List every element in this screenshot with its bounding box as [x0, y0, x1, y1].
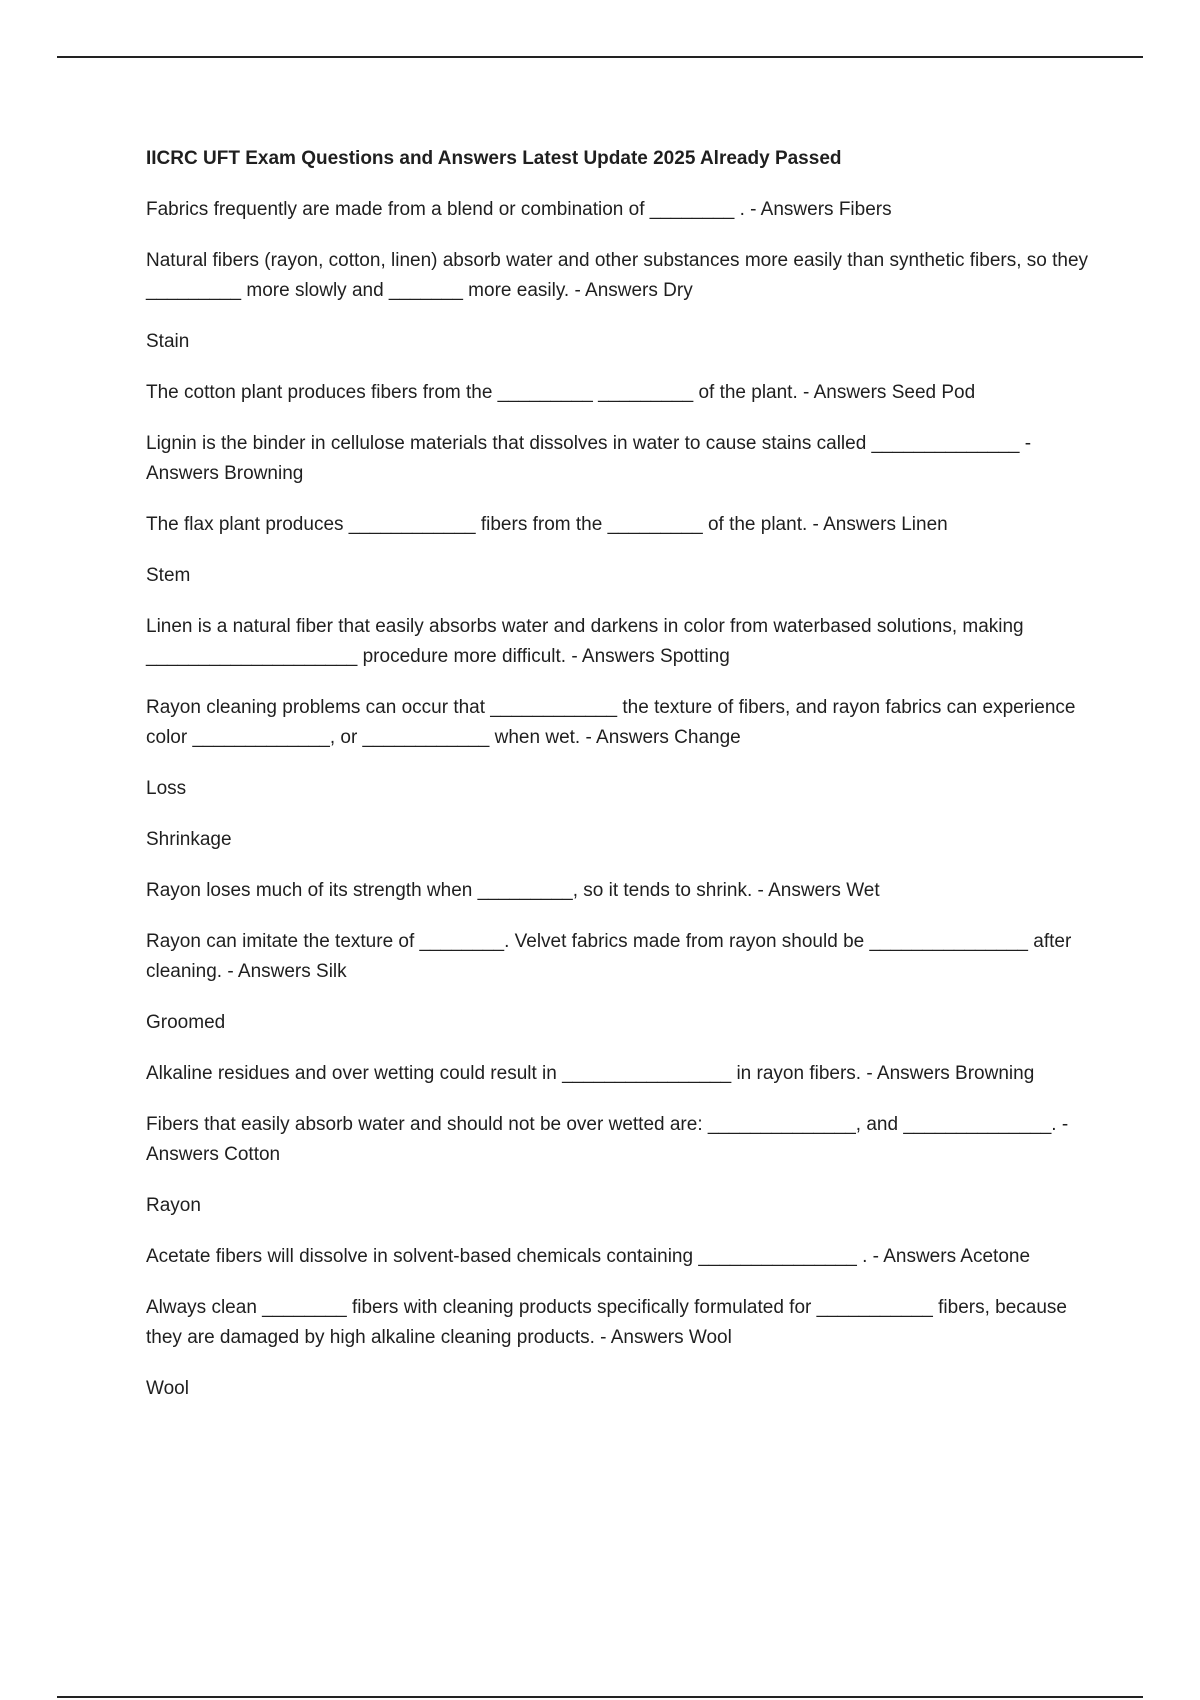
- answer-line: Stem: [146, 565, 191, 586]
- qa-item: Always clean ________ fibers with cleaning products specifically formulated for ___________ fibers, because they are damaged by high alkaline cleaning products. - Answers Wool: [146, 1297, 1067, 1348]
- qa-item: Fabrics frequently are made from a blend or combination of ________ . - Answers Fibers: [146, 199, 892, 220]
- document-body: [146, 144, 1094, 1425]
- qa-item: Linen is a natural fiber that easily absorbs water and darkens in color from waterbased solutions, making ____________________ procedure more difficult. - Answers Spotting: [146, 616, 1024, 667]
- answer-line: Loss: [146, 778, 187, 799]
- qa-item: The cotton plant produces fibers from the _________ _________ of the plant. - Answers Seed Pod: [146, 382, 976, 403]
- qa-item: Rayon cleaning problems can occur that ____________ the texture of fibers, and rayon fabrics can experience color _____________, or ____________ when wet. - Answers Change: [146, 697, 1076, 748]
- answer-line: Wool: [146, 1378, 189, 1399]
- qa-item: Acetate fibers will dissolve in solvent-based chemicals containing _______________ . - Answers Acetone: [146, 1246, 1031, 1267]
- answer-line: Groomed: [146, 1012, 226, 1033]
- footer-rule: [57, 1696, 1143, 1698]
- answer-line: Rayon: [146, 1195, 201, 1216]
- answer-line: Shrinkage: [146, 829, 232, 850]
- answer-line: Stain: [146, 331, 190, 352]
- qa-item: Rayon can imitate the texture of ________. Velvet fabrics made from rayon should be _______________ after cleaning. - Answers Silk: [146, 931, 1072, 982]
- document-title: IICRC UFT Exam Questions and Answers Latest Update 2025 Already Passed: [146, 148, 842, 169]
- qa-item: Rayon loses much of its strength when _________, so it tends to shrink. - Answers Wet: [146, 880, 880, 901]
- qa-item: Fibers that easily absorb water and should not be over wetted are: ______________, and ______________. - Answers Cotton: [146, 1114, 1069, 1165]
- qa-item: Lignin is the binder in cellulose materials that dissolves in water to cause stains called ______________ - Answers Browning: [146, 433, 1032, 484]
- qa-item: Alkaline residues and over wetting could result in ________________ in rayon fibers. - Answers Browning: [146, 1063, 1035, 1084]
- qa-item: The flax plant produces ____________ fibers from the _________ of the plant. - Answers Linen: [146, 514, 948, 535]
- qa-item: Natural fibers (rayon, cotton, linen) absorb water and other substances more easily than synthetic fibers, so they _________ more slowly and _______ more easily. - Answers Dry: [146, 250, 1089, 301]
- header-rule: [57, 56, 1143, 58]
